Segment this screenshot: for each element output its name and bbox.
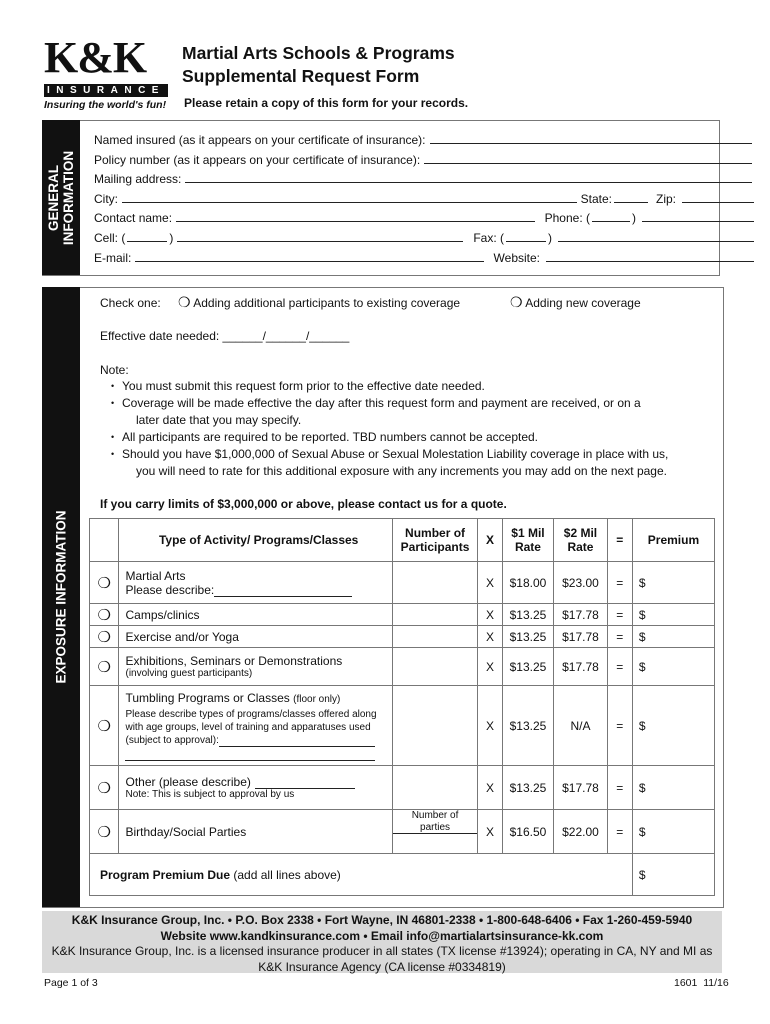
table-header-row	[90, 519, 715, 562]
rate-1mil: $13.25	[502, 686, 554, 766]
radio-circle-icon[interactable]: ❍	[90, 810, 119, 854]
table-row	[90, 810, 715, 854]
note-item-continued: you will need to rate for this additional exposure with any increments you may add on the next page.	[136, 464, 667, 478]
fax-label: Fax: (	[473, 231, 504, 245]
x-cell: X	[478, 626, 502, 648]
radio-circle-icon[interactable]: ❍	[178, 294, 191, 310]
table-row	[90, 604, 715, 626]
activity-cell	[119, 562, 392, 604]
activity-name-sub: (floor only)	[293, 693, 341, 705]
cell-label: Cell: (	[94, 231, 126, 245]
total-label: Program Premium Due	[100, 867, 231, 882]
table-row	[90, 562, 715, 604]
activity-name: Birthday/Social Parties	[119, 810, 392, 854]
phone-label: Phone: (	[544, 211, 590, 225]
title-line-1: Martial Arts Schools & Programs	[182, 43, 455, 63]
total-sub: (add all lines above)	[233, 867, 341, 882]
x-cell: X	[478, 810, 502, 854]
header-1mil-rate	[502, 519, 554, 562]
city-label: City:	[94, 192, 118, 206]
table-row	[90, 626, 715, 648]
rating-table	[89, 518, 715, 896]
header-1mil-1: $1 Mil	[511, 526, 545, 540]
general-label-line-1: GENERAL	[46, 164, 61, 231]
parties-label-1: Number of	[411, 810, 459, 821]
header-activity: Type of Activity/ Programs/Classes	[119, 519, 392, 562]
contact-name-label: Contact name:	[94, 211, 173, 225]
equals-cell: =	[607, 626, 632, 648]
premium-input[interactable]: $	[632, 810, 714, 854]
equals-cell: =	[607, 686, 632, 766]
describe-line[interactable]	[219, 735, 375, 747]
rate-1mil: $16.50	[502, 810, 554, 854]
activity-sub-1: Please describe types of programs/classes offered along	[125, 708, 377, 720]
named-insured-label: Named insured (as it appears on your certificate of insurance):	[94, 133, 426, 147]
note-item: • You must submit this request form prior to the effective date needed.	[122, 378, 485, 395]
x-cell: X	[478, 686, 502, 766]
activity-name: Camps/clinics	[119, 604, 392, 626]
check-one-label: Check one:	[100, 296, 161, 310]
header-2mil-1: $2 Mil	[563, 526, 598, 540]
rate-1mil: $13.25	[502, 626, 554, 648]
footer-line-4: K&K Insurance Agency (CA license #0334819)	[258, 959, 506, 974]
describe-line[interactable]	[214, 585, 352, 597]
participants-input[interactable]	[392, 648, 477, 686]
header-blank	[90, 519, 119, 562]
note-item: • All participants are required to be reported. TBD numbers cannot be accepted.	[122, 429, 538, 446]
activity-cell	[119, 648, 392, 686]
activity-name: Tumbling Programs or Classes	[125, 690, 290, 705]
header-equals: =	[607, 519, 632, 562]
header-participants	[392, 519, 477, 562]
rate-1mil: $13.25	[502, 766, 554, 810]
parties-label-2: parties	[393, 822, 477, 834]
page-number: Page 1 of 3	[44, 977, 98, 989]
participants-input[interactable]	[392, 562, 477, 604]
x-cell: X	[478, 766, 502, 810]
policy-number-field[interactable]	[94, 149, 756, 167]
note-item: • Should you have $1,000,000 of Sexual Abuse or Sexual Molestation Liability coverage in place with us,	[122, 446, 668, 463]
logo-bar: INSURANCE	[44, 84, 168, 97]
x-cell: X	[478, 562, 502, 604]
activity-cell	[119, 686, 392, 766]
cell-paren: )	[169, 231, 174, 245]
activity-name: Exhibitions, Seminars or Demonstrations	[125, 654, 343, 668]
email-website-row[interactable]	[94, 247, 756, 265]
logo-name: K&K	[44, 33, 147, 82]
radio-circle-icon[interactable]: ❍	[90, 686, 119, 766]
equals-cell: =	[607, 648, 632, 686]
header-2mil-rate	[554, 519, 607, 562]
participants-input[interactable]	[392, 766, 477, 810]
website-label: Website:	[493, 251, 540, 265]
radio-circle-icon[interactable]: ❍	[90, 626, 119, 648]
premium-input[interactable]: $	[632, 604, 714, 626]
table-row	[90, 686, 715, 766]
rate-2mil: $17.78	[554, 766, 607, 810]
note-label: Note:	[100, 363, 129, 377]
city-state-zip-row[interactable]	[94, 188, 756, 206]
limits-note: If you carry limits of $3,000,000 or above, please contact us for a quote.	[100, 497, 507, 511]
general-information-label	[42, 120, 80, 275]
participants-input[interactable]	[392, 604, 477, 626]
rate-2mil: $23.00	[554, 562, 607, 604]
header-participants-1: Number of	[405, 526, 466, 540]
named-insured-field[interactable]	[94, 129, 756, 147]
radio-circle-icon[interactable]: ❍	[90, 562, 119, 604]
footer-contact-block	[42, 911, 722, 973]
describe-line[interactable]	[255, 777, 355, 789]
activity-sub-3: (subject to approval):	[125, 734, 219, 746]
cell-fax-row[interactable]	[94, 227, 756, 245]
note-item: • Coverage will be made effective the day after this request form and payment are received, or on a	[122, 395, 641, 412]
rate-1mil: $13.25	[502, 648, 554, 686]
activity-sub-2: with age groups, level of training and apparatuses used	[125, 721, 371, 733]
rate-2mil: $17.78	[554, 626, 607, 648]
activity-name: Martial Arts	[125, 568, 186, 583]
total-premium-input[interactable]: $	[632, 854, 714, 896]
equals-cell: =	[607, 562, 632, 604]
header-participants-2: Participants	[400, 540, 470, 554]
activity-cell	[119, 766, 392, 810]
radio-circle-icon[interactable]: ❍	[90, 766, 119, 810]
kk-insurance-logo	[42, 33, 170, 114]
rate-2mil: N/A	[554, 686, 607, 766]
contact-phone-row[interactable]	[94, 207, 756, 225]
policy-number-label: Policy number (as it appears on your certificate of insurance):	[94, 153, 421, 167]
total-label-cell	[90, 854, 633, 896]
participants-input[interactable]	[392, 626, 477, 648]
footer-line-3: K&K Insurance Group, Inc. is a licensed insurance producer in all states (TX license #13924); operating in CA, NY and MI as	[51, 944, 713, 958]
title-line-2: Supplemental Request Form	[182, 66, 420, 86]
radio-circle-icon[interactable]: ❍	[510, 294, 523, 310]
parties-input[interactable]	[392, 810, 477, 854]
email-label: E-mail:	[94, 251, 132, 265]
form-id: 1601 11/16	[674, 977, 729, 989]
logo-tagline: Insuring the world's fun!	[44, 99, 167, 111]
rate-2mil: $17.78	[554, 648, 607, 686]
activity-sub: Note: This is subject to approval by us	[125, 789, 295, 800]
rate-2mil: $17.78	[554, 604, 607, 626]
mailing-address-label: Mailing address:	[94, 172, 182, 186]
rate-1mil: $18.00	[502, 562, 554, 604]
premium-input[interactable]: $	[632, 626, 714, 648]
rate-2mil: $22.00	[554, 810, 607, 854]
table-row	[90, 766, 715, 810]
premium-input[interactable]: $	[632, 648, 714, 686]
effective-date-field[interactable]: Effective date needed: ______/______/______	[100, 329, 350, 343]
form-subtitle: Please retain a copy of this form for your records.	[184, 96, 469, 110]
state-label: State:	[580, 192, 612, 206]
mailing-address-field[interactable]	[94, 168, 756, 186]
footer-line-2: Website www.kandkinsurance.com • Email info@martialartsinsurance-kk.com	[160, 928, 604, 943]
activity-name: Other (please describe)	[125, 775, 251, 789]
participants-input[interactable]	[392, 686, 477, 766]
footer-line-1: K&K Insurance Group, Inc. • P.O. Box 2338 • Fort Wayne, IN 46801-2338 • 1-800-648-6406 • Fax 1-260-459-5940	[71, 913, 693, 927]
general-label-line-2: INFORMATION	[61, 150, 76, 245]
equals-cell: =	[607, 766, 632, 810]
equals-cell: =	[607, 810, 632, 854]
premium-input[interactable]: $	[632, 562, 714, 604]
activity-name: Exercise and/or Yoga	[119, 626, 392, 648]
fax-paren: )	[548, 231, 552, 245]
equals-cell: =	[607, 604, 632, 626]
header-1mil-2: Rate	[514, 540, 541, 554]
x-cell: X	[478, 648, 502, 686]
exposure-label-text: EXPOSURE INFORMATION	[53, 510, 69, 684]
form-title	[182, 42, 455, 88]
header-x: X	[478, 519, 502, 562]
describe-line[interactable]	[125, 752, 375, 761]
header-2mil-2: Rate	[567, 540, 594, 554]
phone-paren: )	[632, 211, 636, 225]
note-item-continued: later date that you may specify.	[136, 413, 302, 427]
table-row	[90, 648, 715, 686]
exposure-information-label	[42, 287, 80, 907]
header-premium: Premium	[632, 519, 714, 562]
rate-1mil: $13.25	[502, 604, 554, 626]
radio-circle-icon[interactable]: ❍	[90, 648, 119, 686]
x-cell: X	[478, 604, 502, 626]
option-existing-coverage[interactable]	[178, 294, 460, 312]
premium-input[interactable]: $	[632, 766, 714, 810]
premium-input[interactable]: $	[632, 686, 714, 766]
option-existing-label: Adding additional participants to existing coverage	[193, 296, 461, 310]
radio-circle-icon[interactable]: ❍	[90, 604, 119, 626]
total-row	[90, 854, 715, 896]
option-new-label: Adding new coverage	[525, 296, 641, 310]
activity-sub: Please describe:	[125, 582, 215, 597]
zip-label: Zip:	[655, 192, 676, 206]
option-new-coverage[interactable]	[510, 294, 641, 312]
activity-sub: (involving guest participants)	[125, 668, 253, 679]
